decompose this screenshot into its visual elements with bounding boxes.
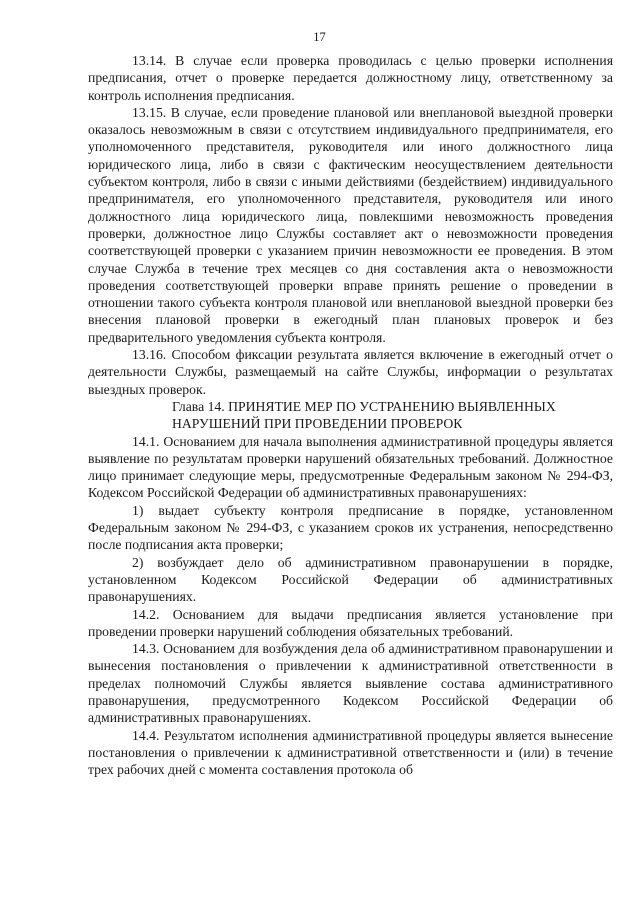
chapter-heading-line-1: Глава 14. ПРИНЯТИЕ МЕР ПО УСТРАНЕНИЮ ВЫЯВЛЕННЫХ [172, 398, 556, 414]
document-body [88, 52, 613, 778]
paragraph-13-14: 13.14. В случае если проверка проводилась с целью проверки исполнения предписания, отчет о проверке передается должностному лицу, ответственному за контроль исполнения предписания. [88, 53, 613, 103]
list-item-2: 2) возбуждает дело об административном правонарушении в порядке, установленном Кодексом Российской Федерации об административных правонарушениях. [88, 554, 613, 605]
chapter-heading-line-2: НАРУШЕНИЙ ПРИ ПРОВЕДЕНИИ ПРОВЕРОК [172, 416, 463, 432]
paragraph-13-16: 13.16. Способом фиксации результата является включение в ежегодный отчет о деятельности Службы, размещаемый на сайте Службы, информации о результатах выездных проверок. [88, 347, 613, 397]
page-number: 17 [313, 30, 326, 44]
paragraph-14-4: 14.4. Результатом исполнения административной процедуры является вынесение постановления о привлечении к административной ответственности и (или) в течение трех рабочих дней с момента составления протокола об [88, 727, 613, 778]
chapter-heading [88, 398, 613, 433]
paragraph-14-3: 14.3. Основанием для возбуждения дела об административном правонарушении и вынесения постановления о привлечении к административной ответственности в пределах полномочий Службы является выявление состава административного правонарушения, предусмотренного Кодексом Российской Федерации об административных правонарушениях. [88, 641, 613, 726]
paragraph-14-1: 14.1. Основанием для начала выполнения административной процедуры является выявление по результатам проверки нарушений обязательных требований. Должностное лицо принимает следующие меры, предусмотренные Федеральным законом № 294-ФЗ, Кодексом Российской Федерации об административных правонарушениях: [88, 433, 613, 501]
list-item-1: 1) выдает субъекту контроля предписание в порядке, установленном Федеральным законом № 294-ФЗ, с указанием сроков их устранения, непосредственно после подписания акта проверки; [88, 502, 613, 553]
paragraph-14-2: 14.2. Основанием для выдачи предписания является установление при проведении проверки нарушений соблюдения обязательных требований. [88, 606, 613, 639]
paragraph-13-15: 13.15. В случае, если проведение плановой или внеплановой выездной проверки оказалось невозможным в связи с отсутствием индивидуального предпринимателя, его уполномоченного представителя, руководителя или иного должностного лица юридического лица, либо в связи с фактическим неосуществлением деятельности субъектом контроля, либо в связи с иными действиями (бездействием) индивидуального предпринимателя, его уполномоченного представителя, руководителя или иного должностного лица юридического лица, повлекшими невозможность проведения проверки, должностное лицо Службы составляет акт о невозможности проведения соответствующей проверки с указанием причин невозможности ее проведения. В этом случае Служба в течение трех месяцев со дня составления акта о невозможности проведения соответствующей проверки вправе принять решение о проведении в отношении такого субъекта контроля плановой или внеплановой выездной проверки без внесения плановой проверки в ежегодный план плановых проверок и без предварительного уведомления субъекта контроля. [88, 104, 613, 345]
